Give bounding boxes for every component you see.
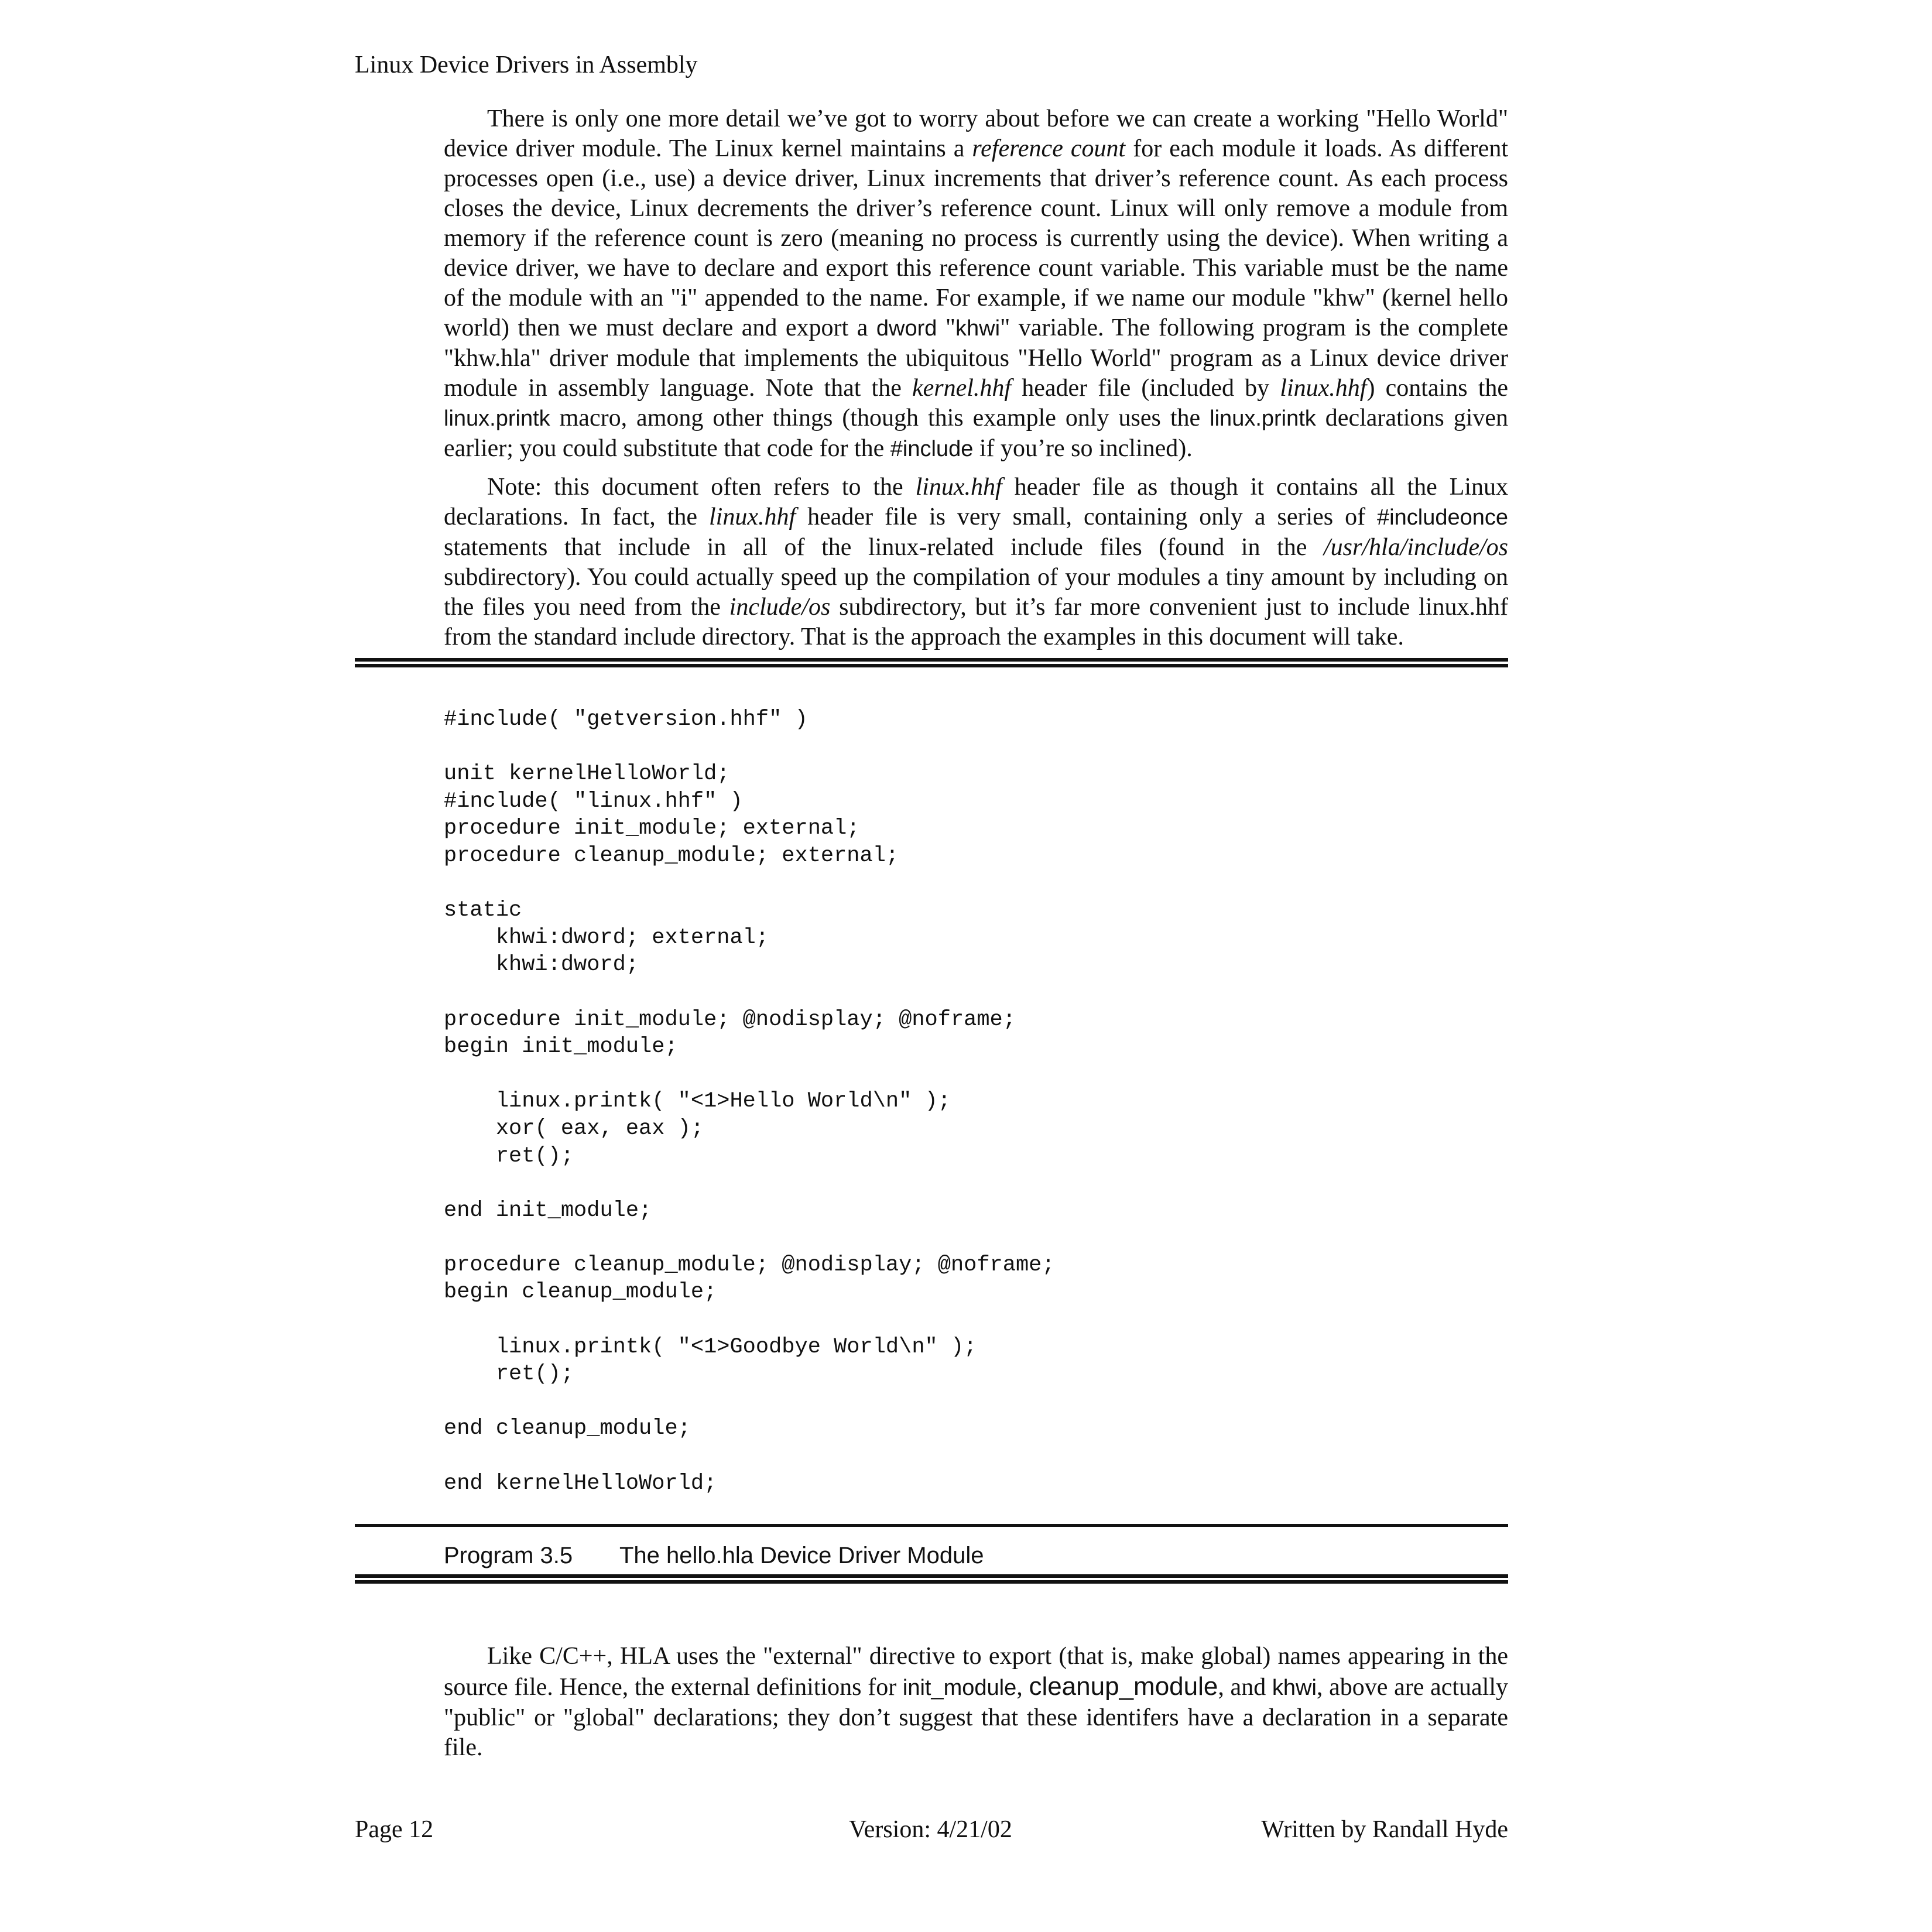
path-usr-hla-include-os: /usr/hla/include/os <box>1324 534 1508 561</box>
code-term-includeonce: #includeonce <box>1377 505 1509 530</box>
caption-bottom-rule <box>355 1574 1508 1584</box>
caption-number: Program 3.5 <box>444 1543 573 1568</box>
filename-kernel-hhf: kernel.hhf <box>912 375 1012 402</box>
code-term-khwi-closing: khwi <box>1272 1676 1317 1700</box>
code-term-cleanup-module: cleanup_module <box>1029 1672 1218 1701</box>
code-term-khwi: khwi <box>955 316 1001 341</box>
paragraph-note-linux-hhf: Note: this document often refers to the linux.hhf header file as though it contains all the Linux declarations. In fact, the linux.hhf header file is very small, containing only a series of #includeonce statements that include in all of the linux-related include files (found in the /usr/hla/include/os subdirectory). You could actually speed up the compilation of your modules a tiny amount by including on the files you need from the include/os subdirectory, but it’s far more convenient just to include linux.hhf from the standard include directory. That is the approach the examples in this document will take. <box>444 474 1509 650</box>
code-term-init-module: init_module <box>902 1676 1017 1700</box>
filename-linux-hhf-note: linux.hhf <box>915 474 1002 501</box>
paragraph-external-directive: Like C/C++, HLA uses the "external" directive to export (that is, make global) names appearing in the source file. Hence, the external definitions for init_module, cleanup_module, and khwi, above are actually "public" or "global" declarations; they don’t suggest that these identifers have a declaration in a separate file. <box>444 1643 1508 1761</box>
program-caption <box>444 1540 984 1571</box>
code-term-include: #include <box>890 437 974 461</box>
filename-linux-hhf-note-2: linux.hhf <box>709 503 796 530</box>
paragraph-reference-count: There is only one more detail we’ve got to worry about before we can create a working "Hello World" device driver module. The Linux kernel maintains a reference count for each module it loads. As different processes open (i.e., use) a device driver, Linux increments that driver’s reference count. As each process closes the device, Linux decrements the driver’s reference count. Linux will only remove a module from memory if the reference count is zero (meaning no process is currently using the device). When writing a device driver, we have to declare and export this reference count variable. This variable must be the name of the module with an "i" appended to the name. For example, if we name our module "khw" (kernel hello world) then we must declare and export a dword "khwi" variable. The following program is the complete "khw.hla" driver module that implements the ubiquitous "Hello World" program as a Linux device driver module in assembly language. Note that the kernel.hhf header file (included by linux.hhf) contains the linux.printk macro, among other things (though this example only uses the linux.printk declarations given earlier; you could substitute that code for the #include if you’re so inclined). <box>444 105 1509 462</box>
emphasis-reference-count: reference count <box>972 135 1126 162</box>
code-term-dword: dword <box>876 316 937 341</box>
closing-section <box>444 1642 1508 1771</box>
running-header: Linux Device Drivers in Assembly <box>355 52 698 78</box>
code-term-linux-printk-2: linux.printk <box>1210 406 1316 431</box>
code-term-linux-printk: linux.printk <box>444 406 550 431</box>
footer-page-number: Page 12 <box>355 1816 434 1843</box>
footer-author: Written by Randall Hyde <box>1261 1816 1508 1843</box>
filename-linux-hhf: linux.hhf <box>1280 375 1367 402</box>
path-include-os: include/os <box>729 594 831 621</box>
program-listing: #include( "getversion.hhf" ) unit kernelHelloWorld; #include( "linux.hhf" ) procedure init_module; external; procedure cleanup_module; external; static khwi:dword; external; khwi:dword; procedure init_module; @nodisplay; @noframe; begin init_module; linux.printk( "<1>Hello World\n" ); xor( eax, eax ); ret(); end init_module; procedure cleanup_module; @nodisplay; @noframe; begin cleanup_module; linux.printk( "<1>Goodbye World\n" ); ret(); end cleanup_module; end kernelHelloWorld; <box>444 707 1055 1496</box>
caption-top-rule <box>355 1524 1508 1527</box>
listing-top-rule <box>355 658 1508 667</box>
caption-title: The hello.hla Device Driver Module <box>619 1543 984 1568</box>
intro-section <box>444 104 1508 660</box>
footer-version: Version: 4/21/02 <box>849 1816 1012 1843</box>
